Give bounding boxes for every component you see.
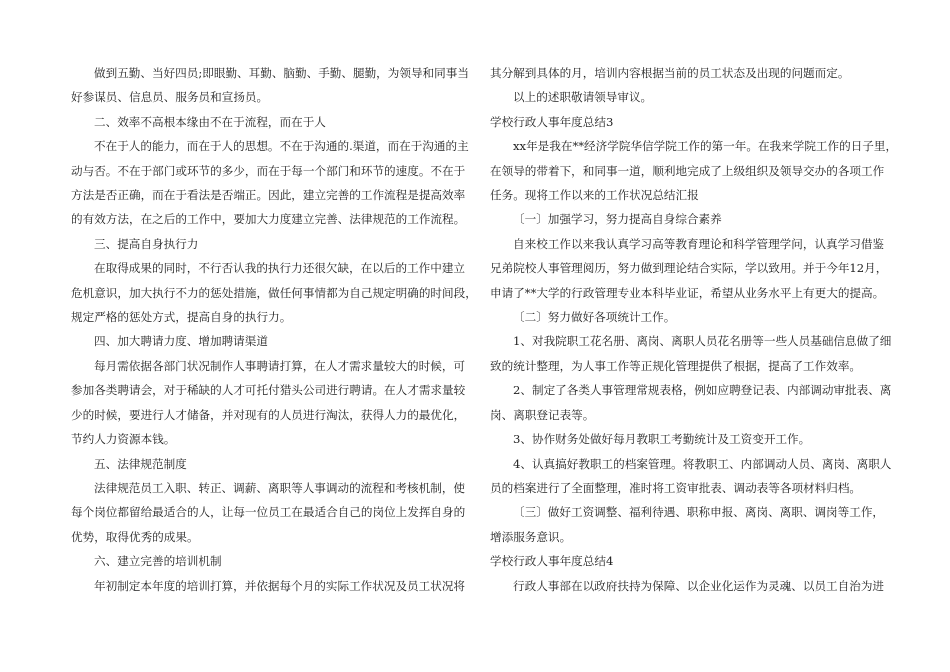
text-line: 4、认真搞好教职工的档案管理。将教职工、内部调动人员、离岗、离职人: [513, 456, 892, 471]
text-line: 在取得成果的同时，不行否认我的执行力还很欠缺，在以后的工作中建立: [94, 261, 466, 276]
section-title: 学校行政人事年度总结4: [490, 554, 614, 569]
text-line: 〔三〕做好工资调整、福利待遇、职称申报、离岗、离职、调岗等工作，: [513, 505, 885, 520]
section-heading: 二、效率不高根本缘由不在于流程，而在于人: [94, 114, 326, 129]
section-heading: 〔一〕加强学习，努力提高自身综合素养: [513, 212, 722, 227]
text-line: 员的档案进行了全面整理，准时将工资审批表、调动表等各项材料归档。: [490, 480, 862, 495]
text-line: 少的时候，要进行人才储备，并对现有的人员进行淘汰，获得人力的最优化，: [71, 407, 466, 422]
text-line: 岗、离职登记表等。: [490, 407, 595, 422]
text-line: 申请了**大学的行政管理专业本科毕业证，希望从业务水平上有更大的提高。: [490, 285, 885, 300]
text-line: 做到五勤、当好四员;即眼勤、耳勤、脑勤、手勤、腿勤，为领导和同事当: [94, 66, 469, 80]
text-line: 每月需依据各部门状况制作人事聘请打算，在人才需求量较大的时候，可: [94, 358, 466, 373]
text-line: xx年是我在**经济学院华信学院工作的第一年。在我来学院工作的日子里，: [513, 139, 898, 154]
right-column: [490, 61, 898, 598]
text-line: 1、对我院职工花名册、离岗、离职人员花名册等一些人员基础信息做了细: [513, 334, 892, 349]
section-heading: 六、建立完善的培训机制: [94, 554, 222, 569]
text-line: 节约人力资源本钱。: [71, 432, 176, 447]
text-line: 3、协作财务处做好每月教职工考勤统计及工资变开工作。: [513, 432, 811, 447]
text-line: 年初制定本年度的培训打算，并依据每个月的实际工作状况及员工状况将: [94, 578, 466, 593]
section-heading: 四、加大聘请力度、增加聘请渠道: [94, 334, 268, 349]
text-line: 行政人事部在以政府扶持为保障、以企业化运作为灵魂、以员工自治为进: [513, 578, 885, 593]
text-line: 法律规范员工入职、转正、调薪、离职等人事调动的流程和考核机制，使: [94, 480, 466, 495]
text-line: 其分解到具体的月，培训内容根据当前的员工状态及出现的问题而定。: [490, 66, 850, 80]
text-line: 好参谋员、信息员、服务员和宣扬员。: [71, 90, 269, 105]
section-title: 学校行政人事年度总结3: [490, 114, 614, 129]
text-line: 不在于人的能力，而在于人的思想。不在于沟通的.渠道，而在于沟通的主: [94, 139, 469, 154]
text-line: 增添服务意识。: [490, 529, 572, 544]
text-line: 2、制定了各类人事管理常规表格，例如应聘登记表、内部调动审批表、离: [513, 383, 892, 398]
text-line: 优势，取得优秀的成果。: [71, 529, 199, 544]
text-line: 兄弟院校人事管理阅历，努力做到理论结合实际，学以致用。并于今年12月，: [490, 261, 888, 276]
text-line: 在领导的带着下，和同事一道，顺利地完成了上级组织及领导交办的各项工作: [490, 163, 885, 178]
text-line: 致的统计整理，为人事工作等正规化管理提供了根据，提高了工作效率。: [490, 358, 862, 373]
text-line: 自来校工作以来我认真学习高等教育理论和科学管理学问，认真学习借鉴: [513, 236, 885, 251]
text-line: 动与否。不在于部门或环节的多少，而在于每一个部门和环节的速度。不在于: [71, 163, 466, 178]
section-heading: 〔二〕努力做好各项统计工作。: [513, 310, 676, 325]
left-column: [71, 61, 477, 598]
text-line: 参加各类聘请会，对于稀缺的人才可托付猎头公司进行聘请。在人才需求量较: [71, 383, 466, 398]
text-line: 危机意识，加大执行不力的惩处措施，做任何事情都为自己规定明确的时间段，: [71, 285, 477, 300]
section-heading: 三、提高自身执行力: [94, 236, 199, 251]
text-line: 规定严格的惩处方式，提高自身的执行力。: [71, 310, 292, 325]
section-heading: 五、法律规范制度: [94, 456, 187, 471]
text-line: 每个岗位都留给最适合的人，让每一位员工在最适合自己的岗位上发挥自身的: [71, 505, 466, 520]
text-line: 的有效方法，在之后的工作中，要加大力度建立完善、法律规范的工作流程。: [71, 212, 466, 227]
text-line: 以上的述职敬请领导审议。: [513, 90, 653, 105]
text-line: 任务。现将工作以来的工作状况总结汇报: [490, 188, 699, 203]
text-line: 方法是否正确，而在于看法是否端正。因此，建立完善的工作流程是提高效率: [71, 188, 466, 203]
